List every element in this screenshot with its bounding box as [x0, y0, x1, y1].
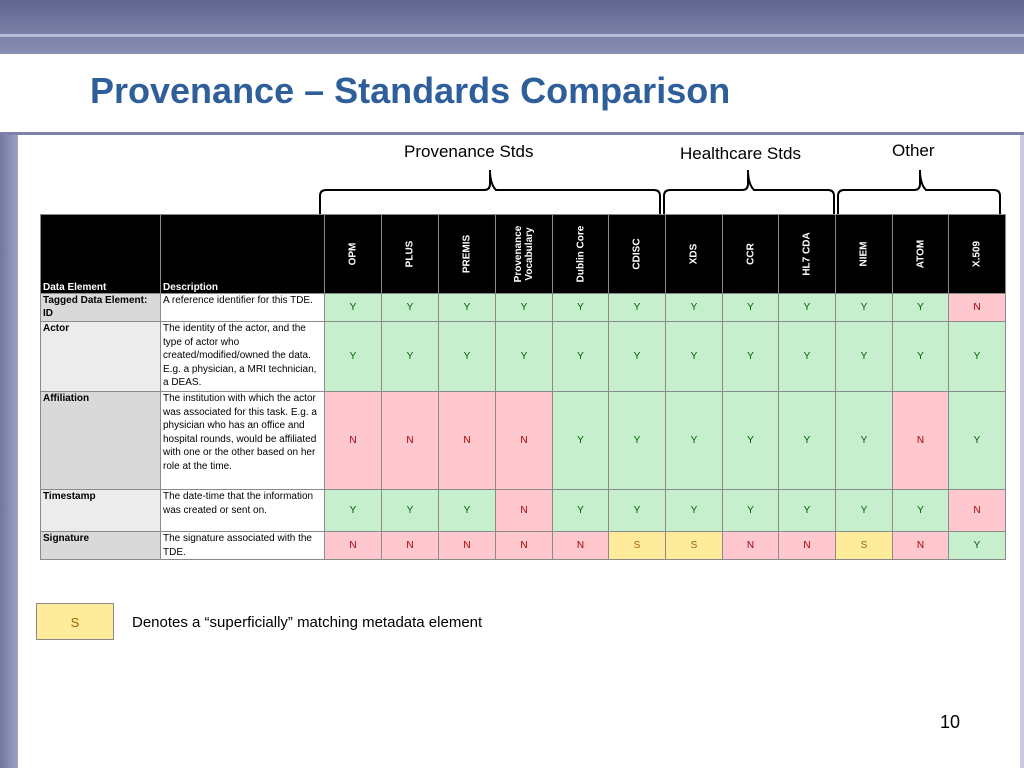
value-cell: Y [553, 322, 609, 392]
value-cell: N [496, 392, 553, 490]
group-label-provenance: Provenance Stds [404, 142, 534, 161]
standard-label: Provenance Vocabulary [513, 225, 535, 283]
value-cell: Y [439, 490, 496, 532]
table-row [41, 532, 1006, 560]
value-cell: Y [609, 322, 666, 392]
data-element-cell: Affiliation [41, 392, 161, 490]
value-cell: Y [779, 392, 836, 490]
table-body [41, 294, 1006, 560]
value-cell: N [439, 532, 496, 560]
value-cell: Y [723, 322, 779, 392]
value-cell: Y [325, 294, 382, 322]
value-cell: Y [893, 322, 949, 392]
brace-healthcare [664, 170, 834, 214]
header-standard [666, 215, 723, 294]
page-number: 10 [940, 712, 961, 732]
standards-comparison-table [40, 214, 1006, 560]
value-cell: Y [836, 490, 893, 532]
value-cell: Y [382, 294, 439, 322]
data-element-cell: Timestamp [41, 490, 161, 532]
standard-label: PLUS [404, 240, 416, 268]
brace-provenance [320, 170, 660, 214]
header-standard [779, 215, 836, 294]
value-cell: N [382, 532, 439, 560]
header-standard [439, 215, 496, 294]
value-cell: N [553, 532, 609, 560]
value-cell: Y [779, 322, 836, 392]
value-cell: Y [836, 294, 893, 322]
value-cell: Y [893, 294, 949, 322]
value-cell: N [893, 392, 949, 490]
value-cell: Y [439, 322, 496, 392]
value-cell: Y [382, 322, 439, 392]
header-standard [553, 215, 609, 294]
value-cell: Y [666, 322, 723, 392]
group-label-other: Other [892, 141, 935, 160]
value-cell: Y [666, 392, 723, 490]
slide-title: Provenance – Standards Comparison [90, 70, 731, 111]
value-cell: N [779, 532, 836, 560]
value-cell: Y [382, 490, 439, 532]
value-cell: Y [496, 322, 553, 392]
value-cell: N [325, 532, 382, 560]
standard-label: PREMIS [461, 234, 473, 274]
value-cell: Y [553, 294, 609, 322]
value-cell: N [325, 392, 382, 490]
description-cell: The date-time that the information was created or sent on. [161, 490, 325, 532]
value-cell: Y [609, 392, 666, 490]
value-cell: Y [723, 294, 779, 322]
legend-text: Denotes a “superficially” matching metadata element [132, 614, 483, 631]
value-cell: Y [496, 294, 553, 322]
header-standard [609, 215, 666, 294]
value-cell: S [836, 532, 893, 560]
value-cell: Y [779, 490, 836, 532]
description-cell: A reference identifier for this TDE. [161, 294, 325, 322]
value-cell: S [609, 532, 666, 560]
header-standard [723, 215, 779, 294]
value-cell: N [949, 490, 1006, 532]
value-cell: N [496, 532, 553, 560]
header-standard [893, 215, 949, 294]
value-cell: N [723, 532, 779, 560]
value-cell: Y [723, 490, 779, 532]
header-data-element: Data Element [41, 215, 161, 294]
value-cell: Y [553, 490, 609, 532]
standard-label: XDS [688, 243, 700, 265]
standard-label: ATOM [915, 239, 926, 269]
brace-other [838, 170, 1000, 214]
standard-label: CCR [745, 243, 756, 265]
value-cell: Y [836, 392, 893, 490]
value-cell: Y [609, 294, 666, 322]
standard-label: HL7 CDA [801, 232, 813, 276]
value-cell: Y [609, 490, 666, 532]
value-cell: N [893, 532, 949, 560]
table-row [41, 490, 1006, 532]
header-standard [496, 215, 553, 294]
value-cell: S [666, 532, 723, 560]
standard-label: CDISC [631, 238, 643, 270]
value-cell: Y [949, 532, 1006, 560]
table-header-row [41, 215, 1006, 294]
value-cell: Y [666, 294, 723, 322]
standard-label: OPM [347, 242, 359, 266]
value-cell: Y [949, 322, 1006, 392]
value-cell: N [439, 392, 496, 490]
value-cell: Y [836, 322, 893, 392]
value-cell: N [382, 392, 439, 490]
description-cell: The identity of the actor, and the type of actor who created/modified/owned the data. E.g. a physician, a MRI technician, a DEAS. [161, 322, 325, 392]
header-description: Description [161, 215, 325, 294]
group-label-healthcare: Healthcare Stds [680, 144, 801, 163]
header-standard [836, 215, 893, 294]
data-element-cell: Actor [41, 322, 161, 392]
value-cell: Y [325, 322, 382, 392]
description-cell: The institution with which the actor was associated for this task. E.g. a physician who has an office and hospital rounds, would be affiliated with one or the other based on her role at the time. [161, 392, 325, 490]
standard-label: NIEM [858, 241, 870, 267]
value-cell: N [496, 490, 553, 532]
legend-swatch: S [36, 603, 114, 640]
value-cell: Y [893, 490, 949, 532]
description-cell: The signature associated with the TDE. [161, 532, 325, 560]
value-cell: Y [723, 392, 779, 490]
standard-label: X.509 [971, 240, 983, 268]
header-standard [949, 215, 1006, 294]
table-row [41, 392, 1006, 490]
value-cell: Y [553, 392, 609, 490]
value-cell: N [949, 294, 1006, 322]
data-element-cell: Signature [41, 532, 161, 560]
header-standard [325, 215, 382, 294]
value-cell: Y [439, 294, 496, 322]
data-element-cell: Tagged Data Element: ID [41, 294, 161, 322]
value-cell: Y [666, 490, 723, 532]
table-row [41, 322, 1006, 392]
standard-label: Dublin Core [575, 225, 586, 283]
value-cell: Y [325, 490, 382, 532]
value-cell: Y [779, 294, 836, 322]
value-cell: Y [949, 392, 1006, 490]
table-row [41, 294, 1006, 322]
header-standard [382, 215, 439, 294]
